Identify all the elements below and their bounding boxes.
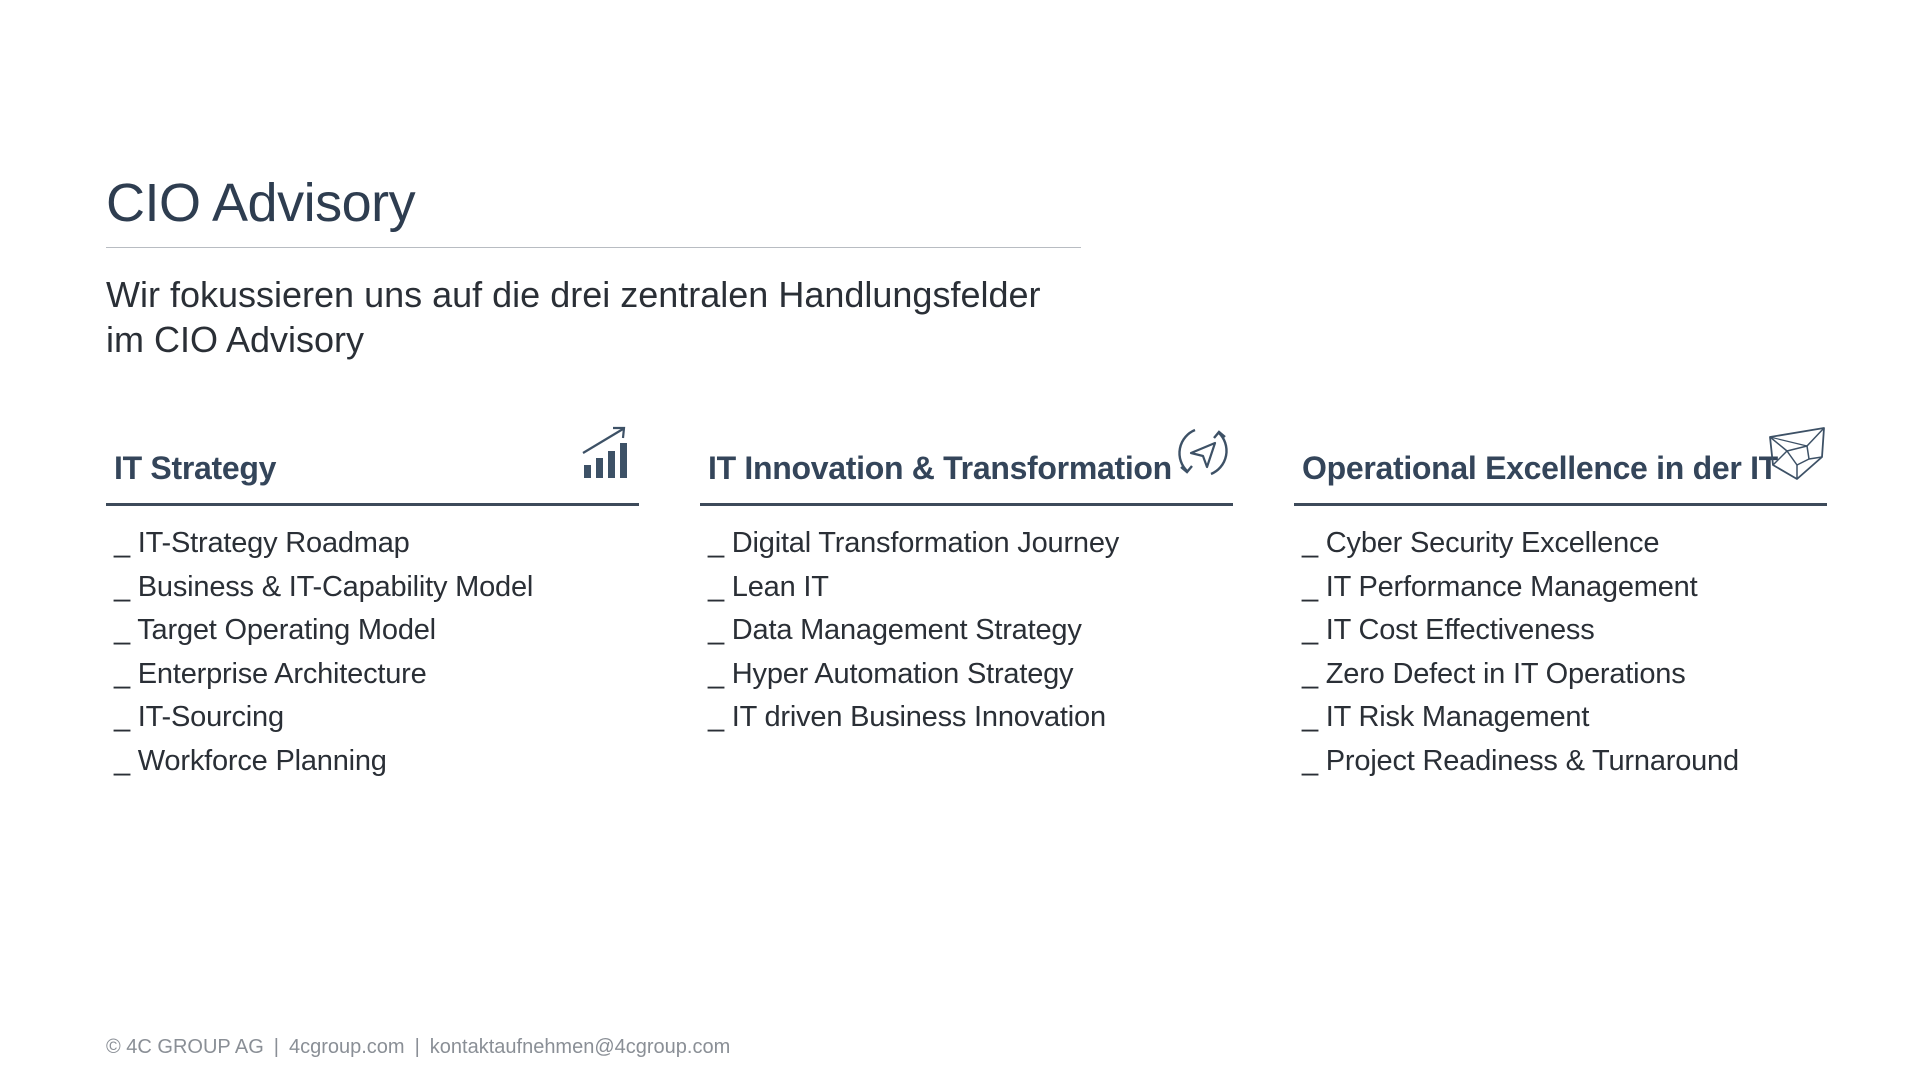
list-item: _ Digital Transformation Journey [708, 527, 1120, 559]
bar-chart-growth-icon [579, 421, 639, 483]
column-operational-excellence [1294, 420, 1827, 783]
list-item: _ IT driven Business Innovation [708, 701, 1106, 733]
item-list [1294, 506, 1827, 783]
list-item: _ IT-Strategy Roadmap [114, 527, 410, 559]
footer-website-link[interactable]: 4cgroup.com [288, 1036, 405, 1058]
list-item: _ Hyper Automation Strategy [708, 657, 1074, 690]
list-item: _ Zero Defect in IT Operations [1302, 657, 1686, 690]
column-header [1294, 420, 1827, 506]
list-item: _ IT-Sourcing [114, 701, 284, 733]
column-heading: Operational Excellence in der IT [1302, 450, 1778, 486]
list-item: _ Enterprise Architecture [114, 657, 427, 690]
list-item: _ IT Performance Management [1302, 570, 1698, 603]
list-item: _ Target Operating Model [114, 614, 436, 646]
footer-email-link[interactable]: kontaktaufnehmen@4cgroup.com [429, 1036, 731, 1058]
list-item: _ IT Cost Effectiveness [1302, 614, 1595, 646]
column-header [106, 420, 639, 506]
column-header [700, 420, 1233, 506]
title-divider [106, 247, 1081, 248]
column-heading: IT Strategy [114, 450, 277, 486]
subtitle-line-2: im CIO Advisory [106, 319, 365, 360]
item-list [700, 506, 1233, 740]
list-item: _ Data Management Strategy [708, 614, 1082, 646]
footer-copyright: © 4C GROUP AG [106, 1036, 264, 1058]
footer [106, 1036, 730, 1059]
item-list [106, 506, 639, 783]
list-item: _ Business & IT-Capability Model [114, 570, 534, 603]
page-title: CIO Advisory [106, 173, 416, 233]
page-subtitle [106, 272, 1106, 362]
footer-separator: | [414, 1036, 420, 1058]
cycle-navigation-icon [1173, 421, 1233, 483]
column-heading: IT Innovation & Transformation [708, 450, 1172, 486]
list-item: _ Workforce Planning [114, 744, 387, 777]
list-item: _ IT Risk Management [1302, 701, 1590, 733]
list-item: _ Cyber Security Excellence [1302, 527, 1660, 559]
column-it-innovation [700, 420, 1233, 740]
gem-icon [1767, 421, 1827, 483]
footer-separator: | [273, 1036, 279, 1058]
column-it-strategy [106, 420, 639, 783]
list-item: _ Project Readiness & Turnaround [1302, 744, 1739, 777]
subtitle-line-1: Wir fokussieren uns auf die drei zentralen Handlungsfelder [106, 274, 1041, 315]
list-item: _ Lean IT [708, 570, 829, 603]
